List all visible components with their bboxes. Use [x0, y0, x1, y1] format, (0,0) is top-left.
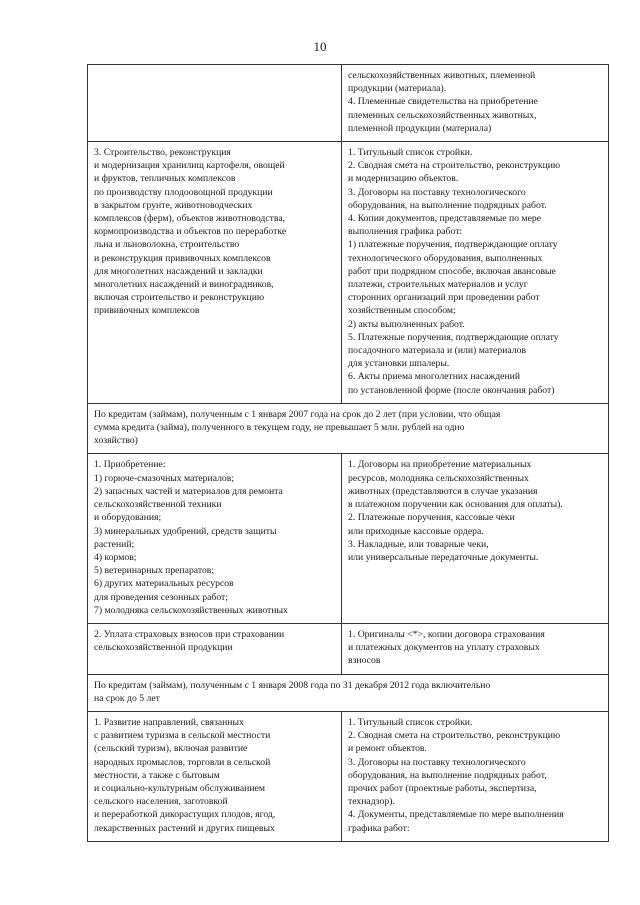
text-line: 1. Договоры на приобретение материальных [348, 459, 532, 471]
text-line: 6) других материальных ресурсов [94, 578, 234, 590]
text-line: по установленной форме (после окончания работ) [348, 384, 555, 396]
text-line: 4. Племенные свидетельства на приобретение [348, 96, 538, 108]
section-header-row [88, 403, 609, 454]
text-line: технологического оборудования, выполненных [348, 252, 543, 264]
documents-cell [342, 142, 609, 404]
text-line: 7) молодняка сельскохозяйственных животных [94, 604, 288, 616]
documents-cell [342, 454, 609, 623]
text-line: взносов [348, 655, 381, 667]
text-line: и ремонт объектов. [348, 743, 427, 755]
text-line: в закрытом грунте, животноводческих [94, 199, 253, 211]
requirements-table [87, 64, 609, 842]
text-line: растений; [94, 538, 135, 550]
text-line: 2) запасных частей и материалов для ремонта [94, 485, 283, 497]
purpose-cell [88, 65, 342, 142]
text-line: для многолетних насаждений и закладки [94, 265, 263, 277]
text-line: народных промыслов, торговли в сельской [94, 756, 271, 768]
text-line: ресурсов, молодняка сельскохозяйственных [348, 472, 529, 484]
text-line: льна и льноволокна, строительство [94, 239, 240, 251]
documents-cell [342, 711, 609, 841]
text-line: 4) кормов; [94, 551, 137, 563]
text-line: (сельский туризм), включая развитие [94, 743, 248, 755]
section-header-row [88, 674, 609, 711]
table-row [88, 65, 609, 142]
text-line: племенной продукции (материала) [348, 122, 492, 134]
text-line: 3. Накладные, или товарные чеки, [348, 538, 489, 550]
text-line: прививочных комплексов [94, 305, 200, 317]
text-line: 2. Уплата страховых взносов при страховании [94, 628, 285, 640]
text-line: в платежном поручении как основания для оплаты). [348, 499, 563, 511]
text-line: или универсальные передаточные документы. [348, 551, 539, 563]
text-line: 5. Платежные поручения, подтверждающие оплату [348, 331, 559, 343]
text-line: и модернизация хранилищ картофеля, овощей [94, 160, 285, 172]
text-line: для проведения сезонных работ; [94, 591, 228, 603]
text-line: сельскохозяйственной продукции [94, 642, 233, 654]
text-line: хозяйство) [94, 435, 138, 447]
text-line: продукции (материала). [348, 83, 447, 95]
purpose-cell [88, 711, 342, 841]
text-line: и переработкой дикорастущих плодов, ягод, [94, 809, 276, 821]
text-line: 3. Договоры на поставку технологического [348, 186, 526, 198]
text-line: прочих работ (проектные работы, экспертиза, [348, 782, 537, 794]
table-row [88, 623, 609, 674]
table-row [88, 454, 609, 623]
text-line: 1. Оригиналы <*>, копии договора страхования [348, 628, 545, 640]
text-line: 6. Акты приема многолетних насаждений [348, 371, 521, 383]
text-line: на срок до 5 лет [94, 692, 160, 704]
text-line: с развитием туризма в сельской местности [94, 730, 271, 742]
text-line: животных (представляются в случае указания [348, 485, 538, 497]
text-line: посадочного материала и (или) материалов [348, 345, 527, 357]
text-line: и социально-культурным обслуживанием [94, 782, 265, 794]
section-header-cell [88, 674, 609, 711]
text-line: многолетних насаждений и виноградников, [94, 279, 274, 291]
text-line: и реконструкция прививочных комплексов [94, 252, 271, 264]
text-line: технадзор). [348, 796, 395, 808]
text-line: и платежных документов на уплату страховых [348, 642, 540, 654]
text-line: лекарственных растений и других пищевых [94, 822, 275, 834]
text-line: 4. Документы, представляемые по мере выполнения [348, 809, 564, 821]
text-line: сельскохозяйственных животных, племенной [348, 70, 536, 81]
page-number: 10 [313, 39, 327, 54]
text-line: По кредитам (займам), полученным с 1 января 2008 года по 31 декабря 2012 года включительно [94, 679, 491, 691]
text-line: и фруктов, тепличных комплексов [94, 173, 236, 185]
text-line: 4. Копии документов, представляемые по мере [348, 213, 542, 225]
text-line: 1. Развитие направлений, связанных [94, 716, 244, 728]
text-line: комплексов (ферм), объектов животноводства, [94, 213, 286, 225]
text-line: работ при подрядном способе, включая авансовые [348, 265, 556, 277]
text-line: 2) акты выполненных работ. [348, 318, 465, 330]
text-line: для установки шпалеры. [348, 358, 450, 370]
text-line: 1. Приобретение: [94, 459, 166, 471]
text-line: 3. Договоры на поставку технологического [348, 756, 526, 768]
text-line: включая строительство и реконструкцию [94, 292, 265, 304]
text-line: 2. Сводная смета на строительство, реконструкцию [348, 160, 561, 172]
text-line: и оборудования; [94, 512, 162, 524]
section-header-cell [88, 403, 609, 454]
text-line: По кредитам (займам), полученным с 1 января 2007 года на срок до 2 лет (при условии, что общая [94, 408, 501, 420]
table-row [88, 142, 609, 404]
text-line: 3. Строительство, реконструкция [94, 147, 231, 159]
text-line: оборудования, на выполнение подрядных работ, [348, 769, 547, 781]
text-line: или приходные кассовые ордера. [348, 525, 484, 537]
text-line: сумма кредита (займа), полученного в текущем году, не превышает 5 млн. рублей на одно [94, 422, 465, 434]
text-line: кормопроизводства и объектов по переработке [94, 226, 287, 238]
text-line: племенных сельскохозяйственных животных, [348, 109, 537, 121]
text-line: 5) ветеринарных препаратов; [94, 565, 215, 577]
text-line: 1. Титульный список стройки. [348, 147, 473, 159]
purpose-cell [88, 142, 342, 404]
text-line: и модернизацию объектов. [348, 173, 459, 185]
text-line: выполнения графика работ: [348, 226, 463, 238]
text-line: 1) платежные поручения, подтверждающие оплату [348, 239, 558, 251]
text-line: сельскохозяйственной техники [94, 499, 222, 511]
text-line: хозяйственным способом; [348, 305, 456, 317]
documents-cell [342, 65, 609, 142]
purpose-cell [88, 623, 342, 674]
text-line: платежи, строительных материалов и услуг [348, 279, 528, 291]
text-line: местности, а также с бытовым [94, 769, 220, 781]
purpose-cell [88, 454, 342, 623]
text-line: 3) минеральных удобрений, средств защиты [94, 525, 277, 537]
text-line: сторонних организаций при проведении работ [348, 292, 540, 304]
text-line: оборудования, на выполнение подрядных работ. [348, 199, 547, 211]
text-line: 2. Сводная смета на строительство, реконструкцию [348, 730, 561, 742]
text-line: графика работ: [348, 822, 410, 834]
text-line: по производству плодоовощной продукции [94, 186, 273, 198]
text-line: 1. Титульный список стройки. [348, 716, 473, 728]
documents-cell [342, 623, 609, 674]
text-line: 2. Платежные поручения, кассовые чеки [348, 512, 515, 524]
table-row [88, 711, 609, 841]
text-line: сельского населения, заготовкой [94, 796, 228, 808]
text-line: 1) горюче-смазочных материалов; [94, 472, 235, 484]
